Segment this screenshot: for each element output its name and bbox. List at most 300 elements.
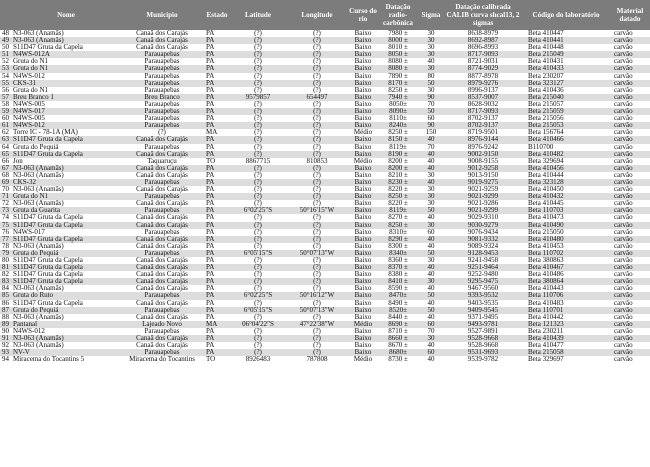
table-row (0, 236, 650, 243)
longitude-cell: (?) (313, 108, 321, 116)
state-cell: PA (206, 37, 215, 45)
latitude-cell: (?) (254, 72, 262, 80)
river-course-cell: Baixo (354, 100, 372, 108)
table-row (0, 349, 650, 356)
material-cell: carvão (614, 51, 633, 59)
site-name-cell: CKS-32 (13, 178, 36, 186)
material-cell: carvão (614, 122, 633, 130)
municipality-cell: Parauapebas (144, 58, 180, 66)
row-number-cell: 56 (2, 86, 9, 94)
municipality-cell: Canaã dos Carajás (136, 313, 188, 321)
row-number-cell: 83 (2, 278, 9, 286)
header-material: Material datado (610, 0, 650, 30)
radiocarbon-date-cell: 8340± (389, 249, 407, 257)
state-cell: PA (206, 342, 215, 350)
row-number-cell: 49 (2, 37, 9, 45)
river-course-cell: Baixo (354, 58, 372, 66)
lab-code-cell: Beta 323127 (528, 79, 564, 87)
municipality-cell: Parauapebas (144, 115, 180, 123)
calibrated-date-cell: 9019-9275 (467, 178, 499, 186)
sigma-cell: 50 (427, 108, 435, 116)
lab-code-cell: Beta 110703 (528, 207, 564, 215)
header-curso: Curso do rio (348, 0, 378, 30)
row-number-cell: 91 (2, 335, 9, 343)
calibrated-date-cell: 9295-9475 (467, 278, 499, 286)
row-number-cell: 64 (2, 143, 9, 151)
radiocarbon-date-cell: 8050 ± (388, 51, 408, 59)
longitude-cell: (?) (313, 257, 321, 264)
table-row (0, 285, 650, 292)
river-course-cell: Baixo (354, 327, 372, 335)
longitude-cell: (?) (313, 278, 321, 286)
sigma-cell: 30 (427, 86, 435, 94)
header-estado: Estado (204, 0, 230, 30)
longitude-cell: 50°16'12"W (299, 292, 335, 300)
sigma-cell: 60 (427, 115, 435, 123)
site-name-cell: S11D47 Gruta da Capela (13, 214, 83, 222)
header-num (0, 0, 12, 30)
sigma-cell: 30 (427, 171, 435, 179)
radiocarbon-date-cell: 8490 ± (388, 299, 408, 307)
latitude-cell: (?) (254, 150, 262, 158)
river-course-cell: Médio (353, 129, 373, 137)
longitude-cell: (?) (313, 65, 321, 73)
state-cell: PA (206, 44, 215, 52)
latitude-cell: (?) (254, 65, 262, 73)
state-cell: PA (206, 235, 215, 243)
municipality-cell: Parauapebas (144, 122, 180, 130)
longitude-cell: (?) (313, 242, 321, 250)
river-course-cell: Baixo (354, 313, 372, 321)
table-row (0, 172, 650, 179)
latitude-cell: 6°05'15"S (243, 306, 273, 314)
row-number-cell: 92 (2, 342, 9, 350)
row-number-cell: 48 (2, 30, 9, 37)
calibrated-date-cell: 9030-9279 (467, 221, 499, 229)
municipality-cell: Canaã dos Carajás (136, 242, 188, 250)
header-datacao: Datação radio-carbônica (378, 0, 418, 30)
calibrated-date-cell: 8976-9144 (467, 136, 499, 144)
table-row (0, 335, 650, 342)
material-cell: carvão (614, 320, 633, 328)
calibrated-date-cell: 9493-9781 (467, 320, 499, 328)
state-cell: PA (206, 242, 215, 250)
radiocarbon-date-cell: 8730 ± (388, 356, 408, 364)
material-cell: carvão (614, 200, 633, 208)
river-course-cell: Baixo (354, 193, 372, 201)
row-number-cell: 75 (2, 221, 9, 229)
site-name-cell: Gruta do N1 (13, 86, 48, 94)
sigma-cell: 30 (427, 30, 435, 37)
latitude-cell: (?) (254, 115, 262, 123)
site-name-cell: N3-063 (Anamãs) (13, 335, 64, 343)
material-cell: carvão (614, 143, 633, 151)
row-number-cell: 63 (2, 136, 9, 144)
lab-code-cell: Beta 410441 (528, 37, 564, 45)
row-number-cell: 50 (2, 44, 9, 52)
latitude-cell: (?) (254, 193, 262, 201)
table-row (0, 214, 650, 221)
river-course-cell: Baixo (354, 257, 372, 264)
radiocarbon-date-cell: 8360 ± (388, 257, 408, 264)
municipality-cell: Canaã dos Carajás (136, 335, 188, 343)
radiocarbon-date-cell: 8220 ± (388, 186, 408, 194)
table-row (0, 58, 650, 65)
table-row (0, 108, 650, 115)
calibrated-date-cell: 8702-9137 (467, 115, 499, 123)
sigma-cell: 60 (427, 349, 435, 357)
table-row (0, 307, 650, 314)
river-course-cell: Baixo (354, 37, 372, 45)
municipality-cell: Canaã dos Carajás (136, 171, 188, 179)
calibrated-date-cell: 9089-9324 (467, 242, 499, 250)
table-row (0, 80, 650, 87)
longitude-cell: (?) (313, 313, 321, 321)
longitude-cell: 50°07'13"W (299, 249, 335, 257)
river-course-cell: Baixo (354, 143, 372, 151)
lab-code-cell: Beta 410486 (528, 271, 564, 279)
table-header (0, 0, 650, 30)
calibrated-date-cell: 9403-9535 (467, 299, 499, 307)
state-cell: PA (206, 136, 215, 144)
state-cell: PA (206, 221, 215, 229)
calibrated-date-cell: 9021-9299 (467, 193, 499, 201)
lab-code-cell: Beta 410439 (528, 335, 564, 343)
river-course-cell: Baixo (354, 221, 372, 229)
calibrated-date-cell: 9013-9150 (467, 171, 499, 179)
radiocarbon-date-cell: 8220 ± (388, 200, 408, 208)
material-cell: carvão (614, 356, 633, 364)
table-row (0, 250, 650, 257)
radiocarbon-date-cell: 7980 ± (388, 30, 408, 37)
longitude-cell: (?) (313, 72, 321, 80)
lab-code-cell: Beta 380863 (528, 257, 564, 264)
calibrated-date-cell: 9076-9434 (467, 228, 499, 236)
lab-code-cell: Beta 110702 (528, 249, 564, 257)
state-cell: MA (206, 320, 218, 328)
state-cell: PA (206, 249, 215, 257)
sigma-cell: 70 (427, 327, 435, 335)
row-number-cell: 77 (2, 235, 9, 243)
material-cell: carvão (614, 86, 633, 94)
material-cell: carvão (614, 150, 633, 158)
longitude-cell: (?) (313, 285, 321, 293)
table-row (0, 342, 650, 349)
row-number-cell: 72 (2, 200, 9, 208)
radiocarbon-date-cell: 7890 ± (388, 72, 408, 80)
table-row (0, 73, 650, 80)
state-cell: PA (206, 79, 215, 87)
calibrated-date-cell: 8628-9032 (467, 100, 499, 108)
latitude-cell: (?) (254, 200, 262, 208)
material-cell: carvão (614, 171, 633, 179)
latitude-cell: 8926483 (245, 356, 271, 364)
longitude-cell: (?) (313, 58, 321, 66)
calibrated-date-cell: 9002-9150 (467, 150, 499, 158)
state-cell: PA (206, 58, 215, 66)
state-cell: PA (206, 327, 215, 335)
radiocarbon-date-cell: 8240± (389, 122, 407, 130)
table-row (0, 144, 650, 151)
municipality-cell: Canaã dos Carajás (136, 150, 188, 158)
table-row (0, 356, 650, 363)
river-course-cell: Médio (353, 356, 373, 364)
site-name-cell: S11D47 Gruta da Capela (13, 264, 83, 272)
radiocarbon-date-cell: 8000 ± (388, 37, 408, 45)
municipality-cell: Parauapebas (144, 100, 180, 108)
municipality-cell: Miracema do Tocantins (129, 356, 195, 364)
municipality-cell: Canaã dos Carajás (136, 264, 188, 272)
lab-code-cell: Beta 410456 (528, 164, 564, 172)
row-number-cell: 82 (2, 271, 9, 279)
table-row (0, 94, 650, 101)
calibrated-date-cell: 8537-9007 (467, 93, 499, 101)
lab-code-cell: Beta 410477 (528, 342, 564, 350)
river-course-cell: Baixo (354, 178, 372, 186)
sigma-cell: 90 (427, 122, 435, 130)
lab-code-cell: Beta 110706 (528, 292, 564, 300)
lab-code-cell: B110700 (528, 143, 554, 151)
longitude-cell: (?) (313, 186, 321, 194)
site-name-cell: N3-063 (Anamãs) (13, 285, 64, 293)
material-cell: carvão (614, 327, 633, 335)
row-number-cell: 85 (2, 292, 9, 300)
table-row (0, 151, 650, 158)
material-cell: carvão (614, 164, 633, 172)
material-cell: carvão (614, 93, 633, 101)
table-body (0, 30, 650, 363)
radiocarbon-date-cell: 8710 ± (388, 327, 408, 335)
latitude-cell: (?) (254, 271, 262, 279)
calibrated-date-cell: 9029-9310 (467, 214, 499, 222)
state-cell: PA (206, 349, 215, 357)
radiocarbon-date-cell: 8250 ± (388, 221, 408, 229)
lab-code-cell: Beta 410453 (528, 242, 564, 250)
sigma-cell: 50 (427, 207, 435, 215)
longitude-cell: (?) (313, 51, 321, 59)
lab-code-cell: Beta 215058 (528, 349, 564, 357)
row-number-cell: 66 (2, 157, 9, 165)
state-cell: PA (206, 171, 215, 179)
row-number-cell: 74 (2, 214, 9, 222)
header-latitude: Latitude (230, 0, 286, 30)
longitude-cell: (?) (313, 342, 321, 350)
latitude-cell: (?) (254, 186, 262, 194)
municipality-cell: Parauapebas (144, 207, 180, 215)
latitude-cell: 9579857 (245, 93, 271, 101)
municipality-cell: Parauapebas (144, 79, 180, 87)
municipality-cell: Canaã dos Carajás (136, 285, 188, 293)
river-course-cell: Baixo (354, 65, 372, 73)
lab-code-cell: Beta 410433 (528, 65, 564, 73)
calibrated-date-cell: 8717-9093 (467, 51, 499, 59)
calibrated-date-cell: 9008-9155 (467, 157, 499, 165)
site-name-cell: Jon (13, 157, 23, 165)
radiocarbon-date-cell: 8119± (389, 143, 407, 151)
header-codigo: Código do laboratório (522, 0, 610, 30)
lab-code-cell: Beta 410480 (528, 235, 564, 243)
municipality-cell: Canaã dos Carajás (136, 164, 188, 172)
state-cell: MA (206, 129, 218, 137)
sigma-cell: 40 (427, 242, 435, 250)
radiocarbon-date-cell: 8440 ± (388, 313, 408, 321)
site-name-cell: N3-063 (Anamãs) (13, 30, 64, 37)
lab-code-cell: Beta 121323 (528, 320, 564, 328)
river-course-cell: Baixo (354, 264, 372, 272)
state-cell: PA (206, 193, 215, 201)
site-name-cell: N4WS-012 (13, 327, 45, 335)
site-name-cell: N4WS-005 (13, 100, 45, 108)
longitude-cell: (?) (313, 129, 321, 137)
river-course-cell: Baixo (354, 164, 372, 172)
river-course-cell: Baixo (354, 342, 372, 350)
lab-code-cell: Beta 329694 (528, 157, 564, 165)
radiocarbon-date-cell: 8520± (389, 306, 407, 314)
state-cell: PA (206, 100, 215, 108)
municipality-cell: Parauapebas (144, 143, 180, 151)
site-name-cell: N3-063 (Anamãs) (13, 171, 64, 179)
table-row (0, 30, 650, 37)
lab-code-cell: Beta 230211 (528, 327, 564, 335)
lab-code-cell: Beta 410490 (528, 221, 564, 229)
sigma-cell: 40 (427, 271, 435, 279)
calibrated-date-cell: 8877-8978 (467, 72, 499, 80)
site-name-cell: S11D47 Gruta da Capela (13, 235, 83, 243)
table-row (0, 314, 650, 321)
river-course-cell: Baixo (354, 235, 372, 243)
radiocarbon-date-cell: 8080 ± (388, 65, 408, 73)
site-name-cell: N4WS-012 (13, 72, 45, 80)
sigma-cell: 40 (427, 342, 435, 350)
latitude-cell: (?) (254, 108, 262, 116)
row-number-cell: 62 (2, 129, 9, 137)
header-sigma: Sigma (418, 0, 444, 30)
table-row (0, 193, 650, 200)
municipality-cell: Parauapebas (144, 249, 180, 257)
longitude-cell: (?) (313, 193, 321, 201)
river-course-cell: Baixo (354, 278, 372, 286)
radiocarbon-date-cell: 8370 ± (388, 264, 408, 272)
latitude-cell: (?) (254, 299, 262, 307)
material-cell: carvão (614, 342, 633, 350)
radiocarbon-date-cell: 8250 ± (388, 129, 408, 137)
river-course-cell: Baixo (354, 285, 372, 293)
state-cell: PA (206, 278, 215, 286)
table-row (0, 65, 650, 72)
calibrated-date-cell: 9012-9258 (467, 164, 499, 172)
sigma-cell: 50 (427, 79, 435, 87)
state-cell: PA (206, 122, 215, 130)
site-name-cell: Gruta do N1 (13, 65, 48, 73)
river-course-cell: Baixo (354, 30, 372, 37)
radiocarbon-date-cell: 8230 ± (388, 178, 408, 186)
calibrated-date-cell: 9528-9668 (467, 342, 499, 350)
longitude-cell: (?) (313, 150, 321, 158)
material-cell: carvão (614, 37, 633, 45)
sigma-cell: 30 (427, 65, 435, 73)
site-name-cell: NV-V (13, 349, 30, 357)
state-cell: PA (206, 299, 215, 307)
lab-code-cell: Beta 410432 (528, 193, 564, 201)
state-cell: PA (206, 30, 215, 37)
table-row (0, 328, 650, 335)
row-number-cell: 87 (2, 306, 9, 314)
row-number-cell: 51 (2, 51, 9, 59)
material-cell: carvão (614, 58, 633, 66)
municipality-cell: Canaã dos Carajás (136, 299, 188, 307)
calibrated-date-cell: 9527-9891 (467, 327, 499, 335)
sigma-cell: 30 (427, 186, 435, 194)
sigma-cell: 40 (427, 214, 435, 222)
table-row (0, 179, 650, 186)
material-cell: carvão (614, 136, 633, 144)
calibrated-date-cell: 8979-9276 (467, 79, 499, 87)
calibrated-date-cell: 9528-9668 (467, 335, 499, 343)
sigma-cell: 70 (427, 100, 435, 108)
sigma-cell: 40 (427, 164, 435, 172)
radiocarbon-date-cell: 8590 ± (388, 285, 408, 293)
municipality-cell: Parauapebas (144, 349, 180, 357)
longitude-cell: (?) (313, 335, 321, 343)
lab-code-cell: Beta 215049 (528, 51, 564, 59)
longitude-cell: (?) (313, 164, 321, 172)
row-number-cell: 65 (2, 150, 9, 158)
material-cell: carvão (614, 30, 633, 37)
sigma-cell: 80 (427, 72, 435, 80)
table-row (0, 115, 650, 122)
radiocarbon-date-cell: 8250 ± (388, 193, 408, 201)
site-name-cell: Gruta do Ruto (13, 292, 54, 300)
site-name-cell: N3-063 (Anamãs) (13, 242, 64, 250)
state-cell: PA (206, 228, 215, 236)
sigma-cell: 30 (427, 335, 435, 343)
lab-code-cell: Beta 110701 (528, 306, 564, 314)
sigma-cell: 40 (427, 136, 435, 144)
sigma-cell: 70 (427, 143, 435, 151)
material-cell: carvão (614, 193, 633, 201)
material-cell: carvão (614, 178, 633, 186)
longitude-cell: (?) (313, 264, 321, 272)
latitude-cell: (?) (254, 100, 262, 108)
table-row (0, 37, 650, 44)
radiocarbon-date-cell: 8190 ± (388, 150, 408, 158)
latitude-cell: (?) (254, 164, 262, 172)
state-cell: PA (206, 200, 215, 208)
site-name-cell: Pantanal (13, 320, 38, 328)
site-name-cell: Gruta do Pequiá (13, 249, 59, 257)
longitude-cell: (?) (313, 327, 321, 335)
municipality-cell: Parauapebas (144, 228, 180, 236)
sigma-cell: 50 (427, 306, 435, 314)
row-number-cell: 84 (2, 285, 9, 293)
lab-code-cell: Beta 323128 (528, 178, 564, 186)
calibrated-date-cell: 9393-9532 (467, 292, 499, 300)
sigma-cell: 60 (427, 228, 435, 236)
table-row (0, 165, 650, 172)
latitude-cell: (?) (254, 349, 262, 357)
latitude-cell: (?) (254, 235, 262, 243)
latitude-cell: (?) (254, 44, 262, 52)
calibrated-date-cell: 9021-9286 (467, 200, 499, 208)
table-row (0, 186, 650, 193)
table-row (0, 122, 650, 129)
municipality-cell: Canaã dos Carajás (136, 200, 188, 208)
state-cell: PA (206, 51, 215, 59)
lab-code-cell: Beta 410436 (528, 86, 564, 94)
sigma-cell: 30 (427, 193, 435, 201)
river-course-cell: Baixo (354, 271, 372, 279)
site-name-cell: N3-063 (Anamãs) (13, 164, 64, 172)
